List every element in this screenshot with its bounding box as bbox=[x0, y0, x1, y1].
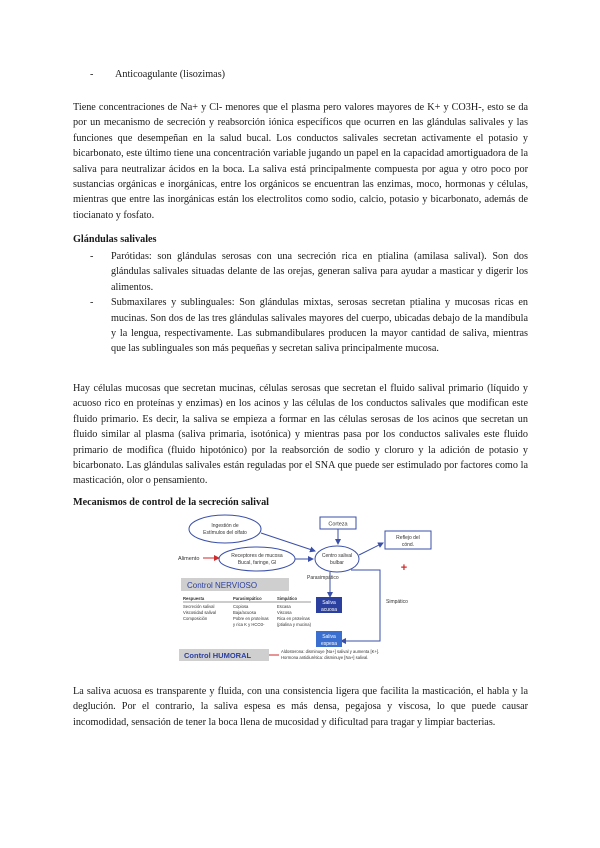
reflejo-label-1: Reflejo del bbox=[396, 535, 420, 541]
heading-mecanismos: Mecanismos de control de la secreción salival bbox=[73, 497, 269, 508]
response-table bbox=[183, 596, 312, 627]
table-cell: Secreción salival bbox=[183, 604, 215, 609]
saliva-acuosa-label-2: acuosa bbox=[320, 607, 338, 613]
centro-node bbox=[315, 546, 359, 572]
list-dash: - bbox=[90, 251, 94, 262]
glands-list bbox=[90, 249, 528, 357]
ingestion-label-1: Ingestión de bbox=[211, 523, 239, 529]
table-cell: Copiosa bbox=[233, 604, 249, 609]
plus-sign: + bbox=[400, 562, 408, 574]
saliva-espesa-label-2: espesa bbox=[320, 641, 338, 647]
paragraph-cells: Hay células mucosas que secretan mucinas, células serosas que secretan el fluido salival primario (líquido y acuoso rico en proteínas y enzimas) en los acinos y las células de los conductos salivales que modifican este fluido primario. Es decir, la saliva se empieza a formar en las células serosas de los acinos que secretan un fluido similar al plasma (saliva primaria, isotónica) y mientras pasa por los conductos salivales este fluido primario de modifica (fluido hipotónico) por la reabsorción de sodio y cloruro y la adición de potasio y bicarbonato. Las glándulas salivales están reguladas por el SNA que puede ser estimulado por factores como la masticación, olor o pensamiento. bbox=[73, 383, 528, 487]
list-item-submaxilares bbox=[90, 295, 528, 357]
humoral-text-2: Hormona antidiurética: disminuye [Na+] salival. bbox=[281, 655, 369, 660]
list-item-text: Submaxilares y sublinguales: Son glándulas mixtas, serosas secretan ptialina y mucosas ricas en mucinas. Son dos de las tres glándulas salivales mayores del cuerpo, ubicadas debajo de la mandíbula y la lengua, respectivamente. Las submandibulares producen la mayor cantidad de saliva, mientras que las sublinguales son más pequeñas y secretan saliva principalmente mucosa. bbox=[111, 297, 528, 355]
list-dash: - bbox=[90, 297, 94, 309]
table-cell: Baja/acuosa bbox=[233, 610, 257, 615]
reflejo-label-2: cónd. bbox=[401, 542, 415, 548]
table-cell: Viscosidad salival bbox=[183, 610, 216, 615]
alimento-label: Alimento bbox=[178, 556, 200, 562]
simpatico-label: Simpático bbox=[386, 599, 408, 605]
receptores-label-2: Bucal, faringe, Gl bbox=[237, 560, 277, 566]
receptores-label-1: Receptores de mucosa bbox=[231, 553, 283, 559]
list-item-parotidas bbox=[90, 249, 528, 295]
corteza-label: Corteza bbox=[328, 521, 348, 528]
humoral-text-1: Aldosterona: disminuye [Na+] salival y aumenta [K+]. bbox=[281, 649, 380, 654]
sympathetic-arrow bbox=[341, 570, 380, 641]
control-humoral-label: Control HUMORAL bbox=[184, 651, 252, 660]
reflejo-arrow bbox=[359, 543, 383, 555]
table-cell: Composición bbox=[183, 616, 208, 621]
saliva-acuosa-label-1: Saliva bbox=[322, 600, 336, 606]
receptores-node bbox=[219, 547, 295, 571]
list-item-text: Anticoagulante (lisozimas) bbox=[115, 69, 226, 80]
list-item-text: Parótidas: son glándulas serosas con una secreción rica en ptialina (amilasa salival). Son dos glándulas salivales situadas delante de las orejas, generan saliva para ayudar a masticar y digerir los alimentos. bbox=[111, 251, 528, 293]
table-cell: Viscosa bbox=[277, 610, 292, 615]
list-dash: - bbox=[90, 69, 94, 80]
salivary-control-diagram bbox=[175, 513, 450, 663]
control-nervioso-label: Control NERVIOSO bbox=[187, 581, 258, 590]
table-header-cell: Simpático bbox=[277, 596, 298, 601]
paragraph-composition: Tiene concentraciones de Na+ y Cl- menores que el plasma pero valores mayores de K+ y CO3H-, esto se da por un mecanismo de secreción y reabsorción iónica específicos que ocurren en las glándulas salivales y las funciones que desempeñan en la salud bucal. Los conductos salivales secretan activamente el potasio y bicarbonato, este último tiene una concentración variable jugando un papel en la capacidad amortiguadora de la saliva para neutralizar ácidos en la boca. La saliva está principalmente compuesta por agua y otro poco por sustancias orgánicas e inorgánicas, entre los orgánicos se encuentran las enzimas, moco, hormonas y células, mientras que entre las inorgánicas están los electrolitos como sodio, calcio, potasio y bicarbonato, además de tiocianato y fosfato. bbox=[73, 102, 528, 221]
centro-label-2: bulbar bbox=[330, 560, 344, 566]
centro-label-1: Centro salival bbox=[321, 553, 353, 559]
table-cell: Rica en proteínas bbox=[277, 616, 310, 621]
paragraph-saliva-types: La saliva acuosa es transparente y fluida, con una consistencia ligera que facilita la masticación, el habla y la deglución. Por el contrario, la saliva espesa es más densa, pegajosa y viscosa, lo que puede causar incomodidad, sensación de tener la boca llena de mucosidad y dificultad para tragar y limpiar bacterias. bbox=[73, 686, 528, 728]
table-header-cell: Parasimpático bbox=[233, 596, 262, 601]
ingestion-arrow bbox=[261, 533, 315, 551]
table-cell: Pobre en proteínas bbox=[233, 616, 269, 621]
ingestion-label-2: Estímulos del olfato bbox=[203, 530, 247, 536]
parasimpatico-label: Parasimpático bbox=[307, 575, 339, 581]
table-header-cell: Respuesta bbox=[183, 596, 205, 601]
heading-glandulas: Glándulas salivales bbox=[73, 234, 157, 245]
saliva-espesa-label-1: Saliva bbox=[322, 634, 336, 640]
table-cell: (ptialina y mucina) bbox=[277, 622, 311, 627]
table-cell: y rica K y HCO3- bbox=[233, 622, 265, 627]
table-cell: Escasa bbox=[277, 604, 291, 609]
ingestion-node bbox=[189, 515, 261, 543]
